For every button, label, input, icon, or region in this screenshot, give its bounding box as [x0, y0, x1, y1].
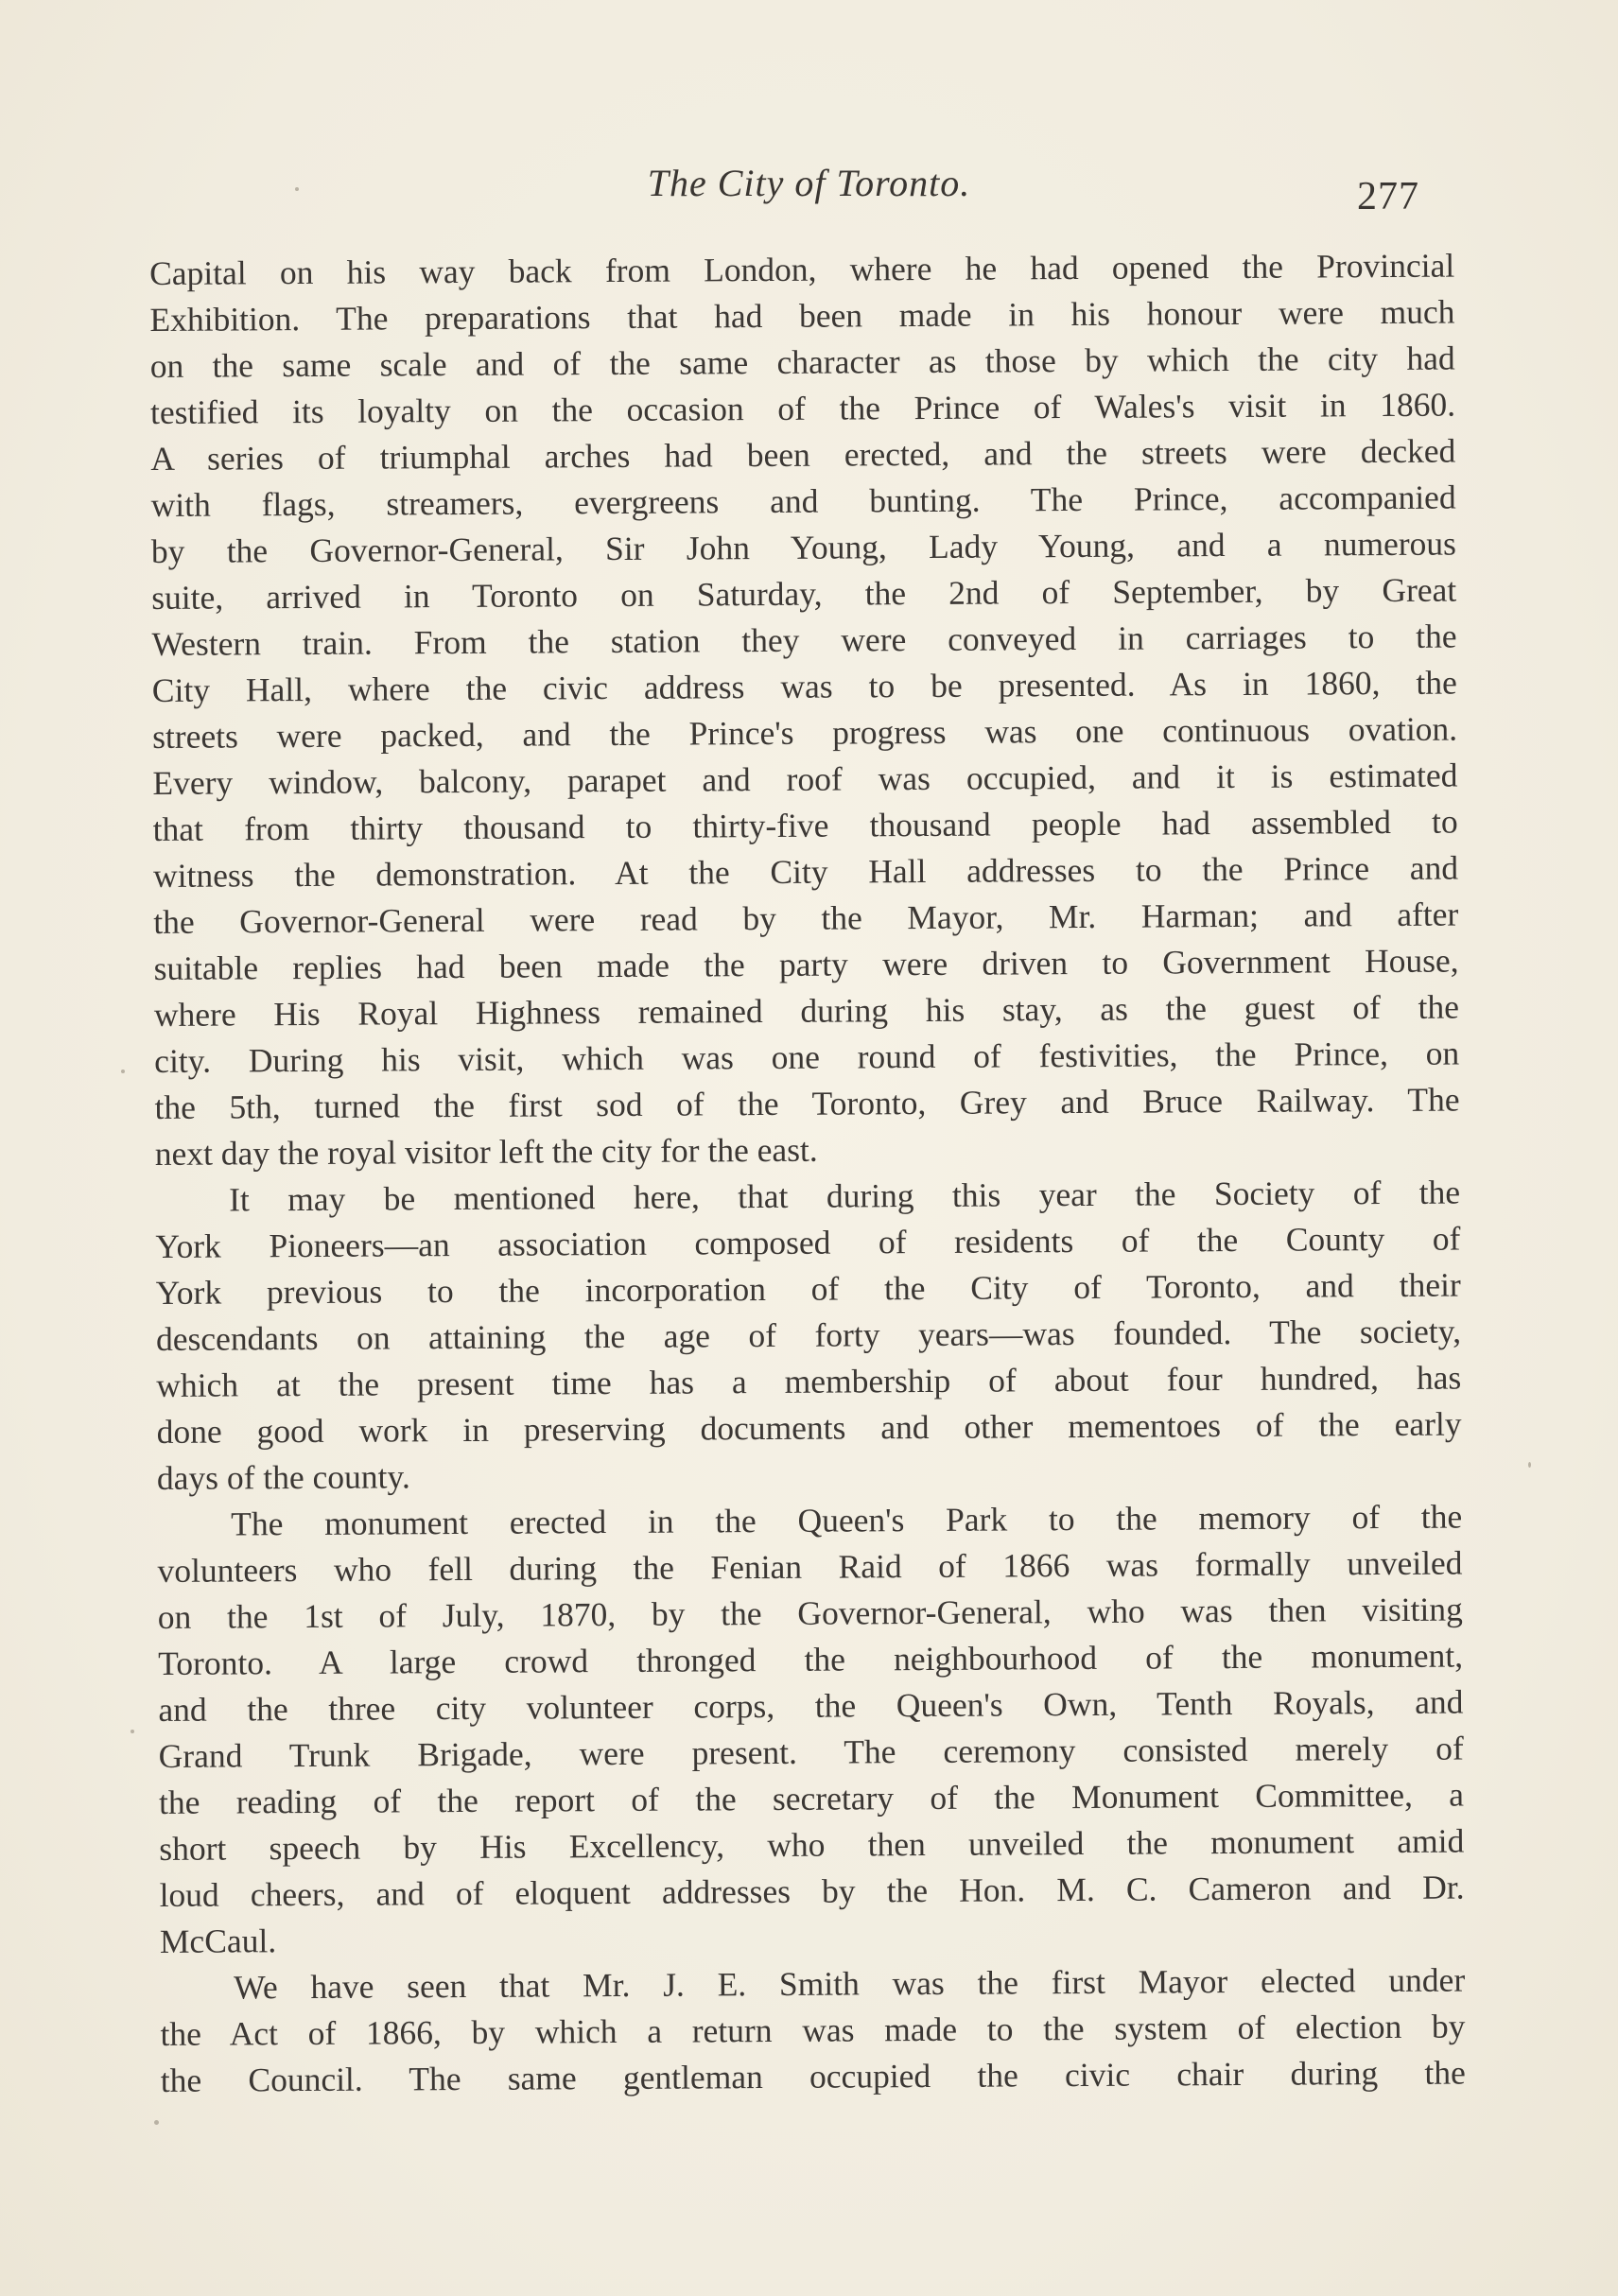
text-line: McCaul.: [159, 1922, 277, 1960]
text-line: Exhibition. The preparations that had been made in his honour were much: [149, 292, 1455, 339]
text-line: with flags, streamers, evergreens and bunting. The Prince, accompanied: [150, 478, 1456, 524]
text-line: next day the royal visitor left the city for the east.: [154, 1130, 818, 1173]
text-line: suite, arrived in Toronto on Saturday, the 2nd of September, by Great: [151, 570, 1457, 617]
text-line: the Act of 1866, by which a return was made to the system of election by: [160, 2007, 1466, 2053]
text-line: short speech by His Excellency, who then unveiled the monument amid: [159, 1821, 1465, 1868]
text-line: York Pioneers—an association composed of residents of the County of: [155, 1219, 1461, 1265]
text-line: loud cheers, and of eloquent addresses by the Hon. M. C. Cameron and Dr.: [159, 1868, 1465, 1914]
text-line: Western train. From the station they were conveyed in carriages to the: [151, 617, 1457, 663]
text-line: on the same scale and of the same character as those by which the city had: [149, 339, 1455, 385]
text-line: days of the county.: [156, 1457, 410, 1497]
text-line: It may be mentioned here, that during this year the Society of the: [229, 1173, 1461, 1219]
text-line: descendants on attaining the age of forty years—was founded. The society,: [155, 1312, 1462, 1358]
text-line: streets were packed, and the Prince's progress was one continuous ovation.: [152, 709, 1458, 756]
text-line: which at the present time has a membership of about four hundred, has: [156, 1358, 1462, 1404]
text-line: the Governor-General were read by the Mayor, Mr. Harman; and after: [153, 895, 1459, 941]
text-line: A series of triumphal arches had been erected, and the streets were decked: [150, 431, 1456, 478]
text-line: by the Governor-General, Sir John Young, Lady Young, and a numerous: [150, 524, 1457, 570]
paper-speck: [295, 187, 299, 191]
text-line: that from thirty thousand to thirty-five thousand people had assembled to: [152, 802, 1458, 848]
text-line: Every window, balcony, parapet and roof was occupied, and it is estimated: [152, 756, 1458, 802]
text-line: Capital on his way back from London, where he had opened the Provincial: [149, 246, 1455, 292]
running-title: The City of Toronto.: [647, 162, 971, 204]
text-line: suitable replies had been made the party were driven to Government House,: [153, 941, 1459, 987]
paper-speck: [121, 1070, 125, 1073]
text-line: and the three city volunteer corps, the Queen's Own, Tenth Royals, and: [158, 1682, 1464, 1729]
body-text: [149, 243, 1466, 2104]
text-line: witness the demonstration. At the City Hall addresses to the Prince and: [152, 848, 1459, 895]
text-line: York previous to the incorporation of the City of Toronto, and their: [155, 1265, 1461, 1312]
running-head: [0, 161, 1618, 217]
text-line: volunteers who fell during the Fenian Raid of 1866 was formally unveiled: [157, 1543, 1463, 1590]
text-line: done good work in preserving documents and other mementoes of the early: [156, 1404, 1462, 1451]
text-line: on the 1st of July, 1870, by the Governor-General, who was then visiting: [157, 1590, 1463, 1636]
text-line: City Hall, where the civic address was to be presented. As in 1860, the: [151, 663, 1457, 709]
text-line: the 5th, turned the first sod of the Toronto, Grey and Bruce Railway. The: [154, 1080, 1460, 1126]
paper-speck: [130, 1730, 134, 1733]
text-line: city. During his visit, which was one round of festivities, the Prince, on: [154, 1034, 1460, 1080]
text-line: testified its loyalty on the occasion of the Prince of Wales's visit in 1860.: [149, 385, 1456, 431]
text-line: where His Royal Highness remained during his stay, as the guest of the: [153, 987, 1460, 1034]
text-line: the reading of the report of the secretary of the Monument Committee, a: [158, 1775, 1465, 1821]
text-line: The monument erected in the Queen's Park to the memory of the: [231, 1497, 1463, 1543]
page-number: 277: [1357, 175, 1419, 218]
text-line: Toronto. A large crowd thronged the neighbourhood of the monument,: [158, 1636, 1464, 1682]
text-line: the Council. The same gentleman occupied the civic chair during the: [160, 2053, 1466, 2099]
paper-speck: [154, 2120, 159, 2125]
text-line: Grand Trunk Brigade, were present. The ceremony consisted merely of: [158, 1729, 1464, 1775]
text-line: We have seen that Mr. J. E. Smith was the first Mayor elected under: [234, 1960, 1466, 2007]
paper-speck: [1528, 1462, 1531, 1468]
